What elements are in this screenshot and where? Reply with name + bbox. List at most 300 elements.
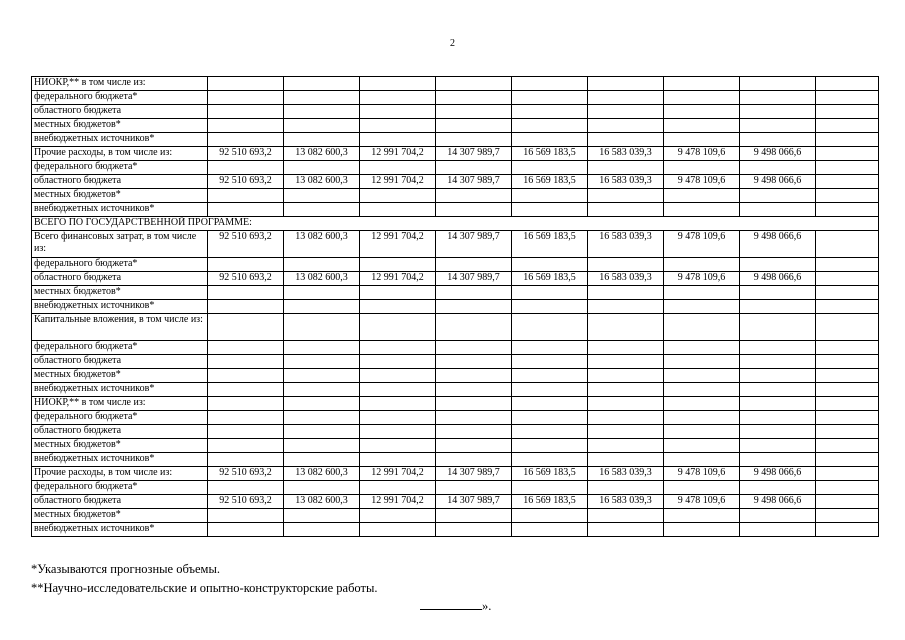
value-cell bbox=[360, 411, 436, 425]
value-cell bbox=[284, 189, 360, 203]
value-cell bbox=[740, 509, 816, 523]
value-cell: 16 569 183,5 bbox=[512, 272, 588, 286]
value-cell bbox=[512, 397, 588, 411]
row-label: НИОКР,** в том числе из: bbox=[32, 77, 208, 91]
empty-cell bbox=[816, 147, 879, 161]
value-cell bbox=[436, 189, 512, 203]
value-cell bbox=[740, 314, 816, 341]
table-row bbox=[32, 495, 879, 509]
value-cell bbox=[588, 105, 664, 119]
row-label: Всего финансовых затрат, в том числе из: bbox=[32, 231, 208, 258]
value-cell bbox=[436, 105, 512, 119]
value-cell bbox=[360, 523, 436, 537]
value-cell bbox=[588, 411, 664, 425]
value-cell: 9 478 109,6 bbox=[664, 175, 740, 189]
row-label: федерального бюджета* bbox=[32, 161, 208, 175]
value-cell bbox=[512, 314, 588, 341]
value-cell bbox=[284, 411, 360, 425]
value-cell bbox=[360, 105, 436, 119]
value-cell bbox=[664, 314, 740, 341]
value-cell bbox=[588, 203, 664, 217]
row-label: федерального бюджета* bbox=[32, 258, 208, 272]
value-cell bbox=[284, 77, 360, 91]
value-cell bbox=[208, 383, 284, 397]
value-cell bbox=[284, 369, 360, 383]
table-row bbox=[32, 481, 879, 495]
value-cell bbox=[588, 161, 664, 175]
empty-cell bbox=[816, 509, 879, 523]
empty-cell bbox=[816, 105, 879, 119]
table-row bbox=[32, 453, 879, 467]
row-label: внебюджетных источников* bbox=[32, 523, 208, 537]
value-cell bbox=[588, 481, 664, 495]
empty-cell bbox=[816, 175, 879, 189]
value-cell bbox=[664, 439, 740, 453]
value-cell bbox=[208, 286, 284, 300]
row-label: внебюджетных источников* bbox=[32, 300, 208, 314]
table-row bbox=[32, 119, 879, 133]
value-cell: 16 569 183,5 bbox=[512, 495, 588, 509]
value-cell bbox=[740, 286, 816, 300]
value-cell bbox=[284, 314, 360, 341]
table-row bbox=[32, 189, 879, 203]
empty-cell bbox=[816, 481, 879, 495]
value-cell bbox=[664, 91, 740, 105]
row-label: внебюджетных источников* bbox=[32, 453, 208, 467]
value-cell bbox=[208, 203, 284, 217]
empty-cell bbox=[816, 369, 879, 383]
row-label: областного бюджета bbox=[32, 105, 208, 119]
value-cell bbox=[740, 411, 816, 425]
value-cell: 12 991 704,2 bbox=[360, 272, 436, 286]
row-label: областного бюджета bbox=[32, 425, 208, 439]
table-row bbox=[32, 314, 879, 341]
table-row bbox=[32, 397, 879, 411]
value-cell: 14 307 989,7 bbox=[436, 231, 512, 258]
value-cell bbox=[360, 397, 436, 411]
value-cell bbox=[664, 258, 740, 272]
value-cell bbox=[436, 509, 512, 523]
value-cell bbox=[360, 425, 436, 439]
row-label: Прочие расходы, в том числе из: bbox=[32, 147, 208, 161]
value-cell bbox=[208, 91, 284, 105]
value-cell bbox=[740, 77, 816, 91]
value-cell bbox=[664, 286, 740, 300]
row-label: местных бюджетов* bbox=[32, 439, 208, 453]
value-cell bbox=[284, 523, 360, 537]
value-cell: 16 583 039,3 bbox=[588, 495, 664, 509]
value-cell: 9 498 066,6 bbox=[740, 231, 816, 258]
value-cell bbox=[284, 91, 360, 105]
table-row bbox=[32, 161, 879, 175]
value-cell bbox=[664, 355, 740, 369]
value-cell: 13 082 600,3 bbox=[284, 175, 360, 189]
value-cell: 16 583 039,3 bbox=[588, 272, 664, 286]
row-label: местных бюджетов* bbox=[32, 369, 208, 383]
value-cell bbox=[360, 258, 436, 272]
value-cell bbox=[284, 119, 360, 133]
value-cell bbox=[284, 383, 360, 397]
value-cell bbox=[664, 411, 740, 425]
table-row bbox=[32, 425, 879, 439]
value-cell bbox=[588, 286, 664, 300]
value-cell bbox=[284, 105, 360, 119]
value-cell bbox=[436, 91, 512, 105]
row-label: внебюджетных источников* bbox=[32, 203, 208, 217]
value-cell bbox=[360, 439, 436, 453]
empty-cell bbox=[816, 341, 879, 355]
table-row bbox=[32, 258, 879, 272]
page-number: 2 bbox=[450, 38, 455, 49]
value-cell: 92 510 693,2 bbox=[208, 272, 284, 286]
value-cell: 16 583 039,3 bbox=[588, 175, 664, 189]
value-cell bbox=[512, 369, 588, 383]
row-label: местных бюджетов* bbox=[32, 286, 208, 300]
value-cell: 16 569 183,5 bbox=[512, 231, 588, 258]
value-cell bbox=[588, 369, 664, 383]
table-row bbox=[32, 175, 879, 189]
value-cell bbox=[436, 453, 512, 467]
empty-cell bbox=[816, 77, 879, 91]
value-cell bbox=[512, 189, 588, 203]
value-cell: 9 498 066,6 bbox=[740, 147, 816, 161]
value-cell bbox=[664, 133, 740, 147]
value-cell bbox=[360, 369, 436, 383]
value-cell: 14 307 989,7 bbox=[436, 272, 512, 286]
value-cell: 92 510 693,2 bbox=[208, 231, 284, 258]
value-cell bbox=[360, 286, 436, 300]
value-cell bbox=[588, 314, 664, 341]
value-cell bbox=[740, 203, 816, 217]
empty-cell bbox=[816, 355, 879, 369]
value-cell: 13 082 600,3 bbox=[284, 495, 360, 509]
table-row bbox=[32, 411, 879, 425]
value-cell bbox=[284, 509, 360, 523]
value-cell bbox=[208, 314, 284, 341]
table-row bbox=[32, 105, 879, 119]
empty-cell bbox=[816, 119, 879, 133]
value-cell bbox=[512, 300, 588, 314]
table-row bbox=[32, 91, 879, 105]
value-cell bbox=[436, 341, 512, 355]
value-cell bbox=[436, 133, 512, 147]
row-label: Прочие расходы, в том числе из: bbox=[32, 467, 208, 481]
table-row bbox=[32, 203, 879, 217]
value-cell bbox=[512, 286, 588, 300]
value-cell bbox=[436, 397, 512, 411]
value-cell bbox=[284, 397, 360, 411]
value-cell bbox=[588, 453, 664, 467]
value-cell: 92 510 693,2 bbox=[208, 467, 284, 481]
value-cell bbox=[664, 523, 740, 537]
value-cell bbox=[740, 341, 816, 355]
value-cell bbox=[664, 189, 740, 203]
value-cell bbox=[436, 411, 512, 425]
value-cell bbox=[284, 203, 360, 217]
value-cell bbox=[208, 355, 284, 369]
value-cell bbox=[512, 341, 588, 355]
value-cell bbox=[360, 189, 436, 203]
value-cell bbox=[360, 203, 436, 217]
empty-cell bbox=[816, 258, 879, 272]
value-cell bbox=[588, 397, 664, 411]
value-cell bbox=[664, 369, 740, 383]
value-cell bbox=[740, 161, 816, 175]
value-cell bbox=[284, 161, 360, 175]
value-cell bbox=[360, 133, 436, 147]
value-cell bbox=[664, 203, 740, 217]
value-cell bbox=[588, 439, 664, 453]
value-cell bbox=[208, 300, 284, 314]
footnote-rnd: **Научно-исследовательские и опытно-конструкторские работы. bbox=[31, 581, 378, 595]
value-cell: 12 991 704,2 bbox=[360, 495, 436, 509]
value-cell bbox=[588, 77, 664, 91]
value-cell bbox=[740, 189, 816, 203]
value-cell bbox=[208, 119, 284, 133]
value-cell bbox=[284, 425, 360, 439]
value-cell bbox=[360, 355, 436, 369]
value-cell bbox=[208, 425, 284, 439]
table-row bbox=[32, 383, 879, 397]
value-cell bbox=[740, 439, 816, 453]
value-cell bbox=[512, 509, 588, 523]
value-cell bbox=[740, 523, 816, 537]
empty-cell bbox=[816, 523, 879, 537]
value-cell bbox=[208, 509, 284, 523]
empty-cell bbox=[816, 467, 879, 481]
empty-cell bbox=[816, 161, 879, 175]
value-cell bbox=[512, 203, 588, 217]
value-cell bbox=[740, 119, 816, 133]
value-cell bbox=[360, 119, 436, 133]
empty-cell bbox=[816, 91, 879, 105]
value-cell bbox=[664, 119, 740, 133]
row-label: местных бюджетов* bbox=[32, 189, 208, 203]
empty-cell bbox=[816, 189, 879, 203]
value-cell: 92 510 693,2 bbox=[208, 495, 284, 509]
table-row bbox=[32, 439, 879, 453]
value-cell: 92 510 693,2 bbox=[208, 175, 284, 189]
empty-cell bbox=[816, 300, 879, 314]
value-cell bbox=[284, 439, 360, 453]
value-cell: 13 082 600,3 bbox=[284, 147, 360, 161]
value-cell bbox=[360, 341, 436, 355]
value-cell bbox=[740, 453, 816, 467]
value-cell bbox=[512, 355, 588, 369]
value-cell bbox=[740, 383, 816, 397]
value-cell bbox=[436, 77, 512, 91]
value-cell bbox=[588, 355, 664, 369]
row-label: областного бюджета bbox=[32, 272, 208, 286]
value-cell bbox=[436, 425, 512, 439]
value-cell bbox=[664, 397, 740, 411]
value-cell bbox=[512, 119, 588, 133]
footnote-forecast: *Указываются прогнозные объемы. bbox=[31, 562, 220, 576]
value-cell bbox=[284, 133, 360, 147]
row-label: внебюджетных источников* bbox=[32, 383, 208, 397]
value-cell bbox=[208, 105, 284, 119]
value-cell bbox=[664, 509, 740, 523]
value-cell bbox=[284, 355, 360, 369]
value-cell bbox=[436, 523, 512, 537]
value-cell bbox=[208, 133, 284, 147]
table-section-row bbox=[32, 217, 879, 231]
value-cell bbox=[208, 397, 284, 411]
value-cell: 13 082 600,3 bbox=[284, 231, 360, 258]
value-cell bbox=[588, 509, 664, 523]
value-cell bbox=[360, 509, 436, 523]
value-cell: 14 307 989,7 bbox=[436, 147, 512, 161]
value-cell bbox=[740, 425, 816, 439]
value-cell bbox=[588, 523, 664, 537]
value-cell: 14 307 989,7 bbox=[436, 495, 512, 509]
empty-cell bbox=[816, 397, 879, 411]
value-cell bbox=[512, 425, 588, 439]
value-cell: 92 510 693,2 bbox=[208, 147, 284, 161]
value-cell: 16 569 183,5 bbox=[512, 467, 588, 481]
empty-cell bbox=[816, 272, 879, 286]
value-cell: 9 498 066,6 bbox=[740, 495, 816, 509]
value-cell: 14 307 989,7 bbox=[436, 467, 512, 481]
table-row bbox=[32, 133, 879, 147]
empty-cell bbox=[816, 383, 879, 397]
value-cell: 9 478 109,6 bbox=[664, 231, 740, 258]
table-row bbox=[32, 369, 879, 383]
value-cell bbox=[360, 161, 436, 175]
value-cell bbox=[664, 481, 740, 495]
closing-line bbox=[420, 597, 491, 614]
value-cell bbox=[284, 481, 360, 495]
value-cell bbox=[588, 119, 664, 133]
value-cell bbox=[284, 453, 360, 467]
value-cell: 9 498 066,6 bbox=[740, 175, 816, 189]
value-cell: 12 991 704,2 bbox=[360, 467, 436, 481]
value-cell bbox=[512, 481, 588, 495]
value-cell bbox=[512, 411, 588, 425]
value-cell bbox=[740, 300, 816, 314]
empty-cell bbox=[816, 425, 879, 439]
table-row bbox=[32, 272, 879, 286]
row-label: федерального бюджета* bbox=[32, 91, 208, 105]
value-cell bbox=[588, 133, 664, 147]
value-cell: 9 478 109,6 bbox=[664, 467, 740, 481]
value-cell bbox=[436, 161, 512, 175]
value-cell bbox=[436, 481, 512, 495]
row-label: внебюджетных источников* bbox=[32, 133, 208, 147]
value-cell bbox=[664, 77, 740, 91]
value-cell bbox=[208, 453, 284, 467]
empty-cell bbox=[816, 314, 879, 341]
value-cell bbox=[664, 453, 740, 467]
value-cell bbox=[740, 91, 816, 105]
value-cell bbox=[512, 105, 588, 119]
value-cell: 9 498 066,6 bbox=[740, 467, 816, 481]
table-row bbox=[32, 355, 879, 369]
value-cell bbox=[740, 258, 816, 272]
value-cell: 13 082 600,3 bbox=[284, 467, 360, 481]
value-cell bbox=[664, 341, 740, 355]
value-cell bbox=[284, 258, 360, 272]
value-cell bbox=[664, 425, 740, 439]
empty-cell bbox=[816, 286, 879, 300]
table-row bbox=[32, 509, 879, 523]
value-cell bbox=[436, 355, 512, 369]
financing-table bbox=[31, 76, 879, 537]
value-cell bbox=[512, 439, 588, 453]
value-cell bbox=[664, 105, 740, 119]
value-cell bbox=[360, 77, 436, 91]
value-cell bbox=[512, 523, 588, 537]
row-label: местных бюджетов* bbox=[32, 119, 208, 133]
value-cell bbox=[740, 133, 816, 147]
value-cell bbox=[512, 133, 588, 147]
value-cell: 14 307 989,7 bbox=[436, 175, 512, 189]
value-cell bbox=[360, 314, 436, 341]
value-cell bbox=[208, 161, 284, 175]
empty-cell bbox=[816, 133, 879, 147]
value-cell bbox=[512, 91, 588, 105]
value-cell bbox=[588, 258, 664, 272]
value-cell bbox=[436, 300, 512, 314]
value-cell bbox=[208, 369, 284, 383]
value-cell bbox=[588, 300, 664, 314]
value-cell: 9 478 109,6 bbox=[664, 272, 740, 286]
value-cell bbox=[208, 189, 284, 203]
value-cell bbox=[588, 425, 664, 439]
value-cell bbox=[740, 481, 816, 495]
row-label: областного бюджета bbox=[32, 495, 208, 509]
table-row bbox=[32, 523, 879, 537]
empty-cell bbox=[816, 439, 879, 453]
table-row bbox=[32, 467, 879, 481]
value-cell bbox=[360, 300, 436, 314]
row-label: НИОКР,** в том числе из: bbox=[32, 397, 208, 411]
value-cell bbox=[740, 355, 816, 369]
value-cell bbox=[208, 411, 284, 425]
value-cell bbox=[512, 453, 588, 467]
value-cell bbox=[512, 161, 588, 175]
value-cell: 16 583 039,3 bbox=[588, 467, 664, 481]
empty-cell bbox=[816, 231, 879, 258]
footnotes bbox=[31, 560, 378, 598]
value-cell bbox=[360, 383, 436, 397]
table-row bbox=[32, 147, 879, 161]
empty-cell bbox=[816, 495, 879, 509]
value-cell bbox=[436, 369, 512, 383]
value-cell: 12 991 704,2 bbox=[360, 231, 436, 258]
value-cell bbox=[740, 369, 816, 383]
row-label: местных бюджетов* bbox=[32, 509, 208, 523]
value-cell bbox=[436, 203, 512, 217]
value-cell bbox=[740, 105, 816, 119]
value-cell bbox=[284, 300, 360, 314]
value-cell: 13 082 600,3 bbox=[284, 272, 360, 286]
empty-cell bbox=[816, 203, 879, 217]
value-cell bbox=[208, 258, 284, 272]
blank-line bbox=[420, 597, 482, 610]
value-cell bbox=[208, 77, 284, 91]
value-cell bbox=[664, 383, 740, 397]
row-label: областного бюджета bbox=[32, 175, 208, 189]
value-cell bbox=[208, 481, 284, 495]
row-label: федерального бюджета* bbox=[32, 341, 208, 355]
section-heading: ВСЕГО ПО ГОСУДАРСТВЕННОЙ ПРОГРАММЕ: bbox=[32, 217, 879, 231]
table-row bbox=[32, 231, 879, 258]
value-cell bbox=[208, 523, 284, 537]
value-cell bbox=[436, 314, 512, 341]
value-cell bbox=[512, 258, 588, 272]
table-row bbox=[32, 341, 879, 355]
